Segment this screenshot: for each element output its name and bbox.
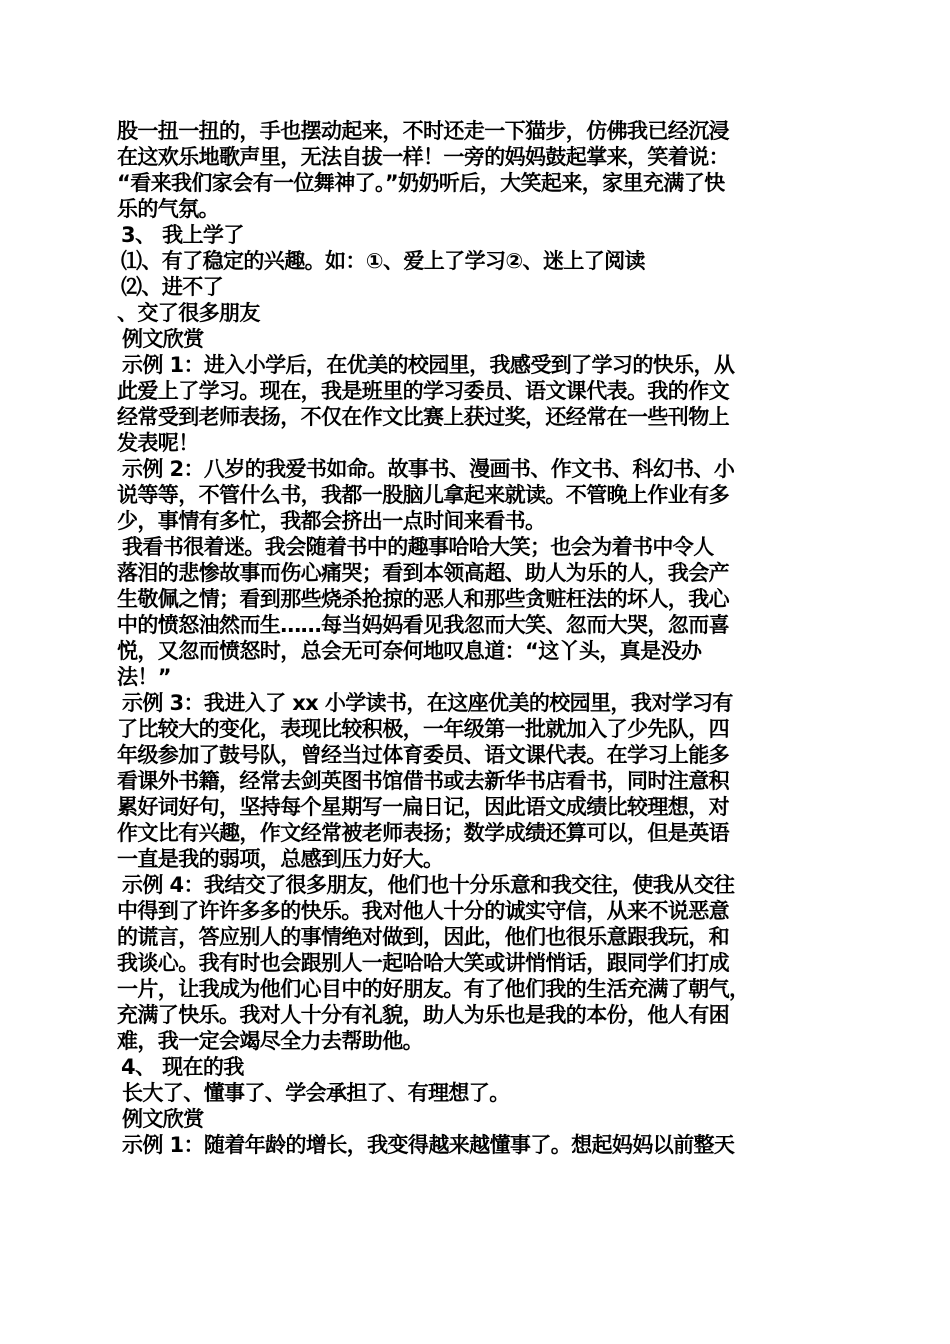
text-line: ⑵、进不了 [121,275,223,299]
text-line: 我看书很着迷。我会随着书中的趣事哈哈大笑；也会为着书中令人 [122,535,714,559]
text-line: 悦，又忽而愤怒时，总会无可奈何地叹息道：“这丫头，真是没办 [117,639,702,663]
text-line: 一片，让我成为他们心目中的好朋友。有了他们我的生活充满了朝气， [117,977,750,1001]
text-line: 示例 1：进入小学后，在优美的校园里，我感受到了学习的快乐，从 [122,353,735,377]
text-line: 看课外书籍，经常去剑英图书馆借书或去新华书店看书，同时注意积 [117,769,729,793]
text-line: 乐的气氛。 [117,197,219,221]
text-line: 的谎言，答应别人的事情绝对做到，因此，他们也很乐意跟我玩，和 [117,925,729,949]
text-line: 股一扭一扭的，手也摆动起来，不时还走一下猫步，仿佛我已经沉浸 [117,119,729,143]
text-line: 中得到了许许多多的快乐。我对他人十分的诚实守信，从来不说恶意 [117,899,729,923]
text-line: 落泪的悲惨故事而伤心痛哭；看到本领高超、助人为乐的人，我会产 [117,561,729,585]
text-line: 示例 2：八岁的我爱书如命。故事书、漫画书、作文书、科幻书、小 [122,457,735,481]
text-line: 发表呢！ [117,431,199,455]
text-line: 说等等，不管什么书，我都一股脑儿拿起来就读。不管晚上作业有多 [117,483,729,507]
text-line: 示例 4：我结交了很多朋友，他们也十分乐意和我交往，使我从交往 [122,873,735,897]
text-line: 累好词好句，坚持每个星期写一扁日记，因此语文成绩比较理想，对 [117,795,729,819]
subheading: 例文欣赏 [122,327,204,351]
text-line: 经常受到老师表扬，不仅在作文比赛上获过奖，还经常在一些刊物上 [117,405,729,429]
section-heading: 3、 我上学了 [121,223,244,247]
subheading: 例文欣赏 [122,1107,204,1131]
text-line: 一直是我的弱项，总感到压力好大。 [117,847,444,871]
text-line: 年级参加了鼓号队，曾经当过体育委员、语文课代表。在学习上能多 [117,743,729,767]
text-line: 示例 1：随着年龄的增长，我变得越来越懂事了。想起妈妈以前整天 [122,1133,735,1157]
text-line: 法！” [117,665,172,689]
text-line: ⑴、有了稳定的兴趣。如：①、爱上了学习②、迷上了阅读 [121,249,645,273]
text-line: 、交了很多朋友 [117,301,260,325]
text-line: 长大了、懂事了、学会承担了、有理想了。 [122,1081,510,1105]
text-line: 作文比有兴趣，作文经常被老师表扬；数学成绩还算可以，但是英语 [117,821,729,845]
text-line: 难，我一定会竭尽全力去帮助他。 [117,1029,423,1053]
text-line: 示例 3：我进入了 xx 小学读书，在这座优美的校园里，我对学习有 [122,691,733,715]
text-line: 在这欢乐地歌声里，无法自拔一样！一旁的妈妈鼓起掌来，笑着说： [117,145,729,169]
text-line: 少，事情有多忙，我都会挤出一点时间来看书。 [117,509,546,533]
text-line: 中的愤怒油然而生……每当妈妈看见我忽而大笑、忽而大哭，忽而喜 [117,613,729,637]
text-line: 了比较大的变化，表现比较积极，一年级第一批就加入了少先队，四 [117,717,729,741]
text-line: “看来我们家会有一位舞神了。”奶奶听后，大笑起来，家里充满了快 [117,171,725,195]
section-heading: 4、 现在的我 [121,1055,244,1079]
text-line: 我谈心。我有时也会跟别人一起哈哈大笑或讲悄悄话，跟同学们打成 [117,951,729,975]
text-line: 此爱上了学习。现在，我是班里的学习委员、语文课代表。我的作文 [117,379,729,403]
text-line: 生敬佩之情；看到那些烧杀抢掠的恶人和那些贪赃枉法的坏人，我心 [117,587,729,611]
text-line: 充满了快乐。我对人十分有礼貌，助人为乐也是我的本份，他人有困 [117,1003,729,1027]
document-page [117,118,837,1158]
